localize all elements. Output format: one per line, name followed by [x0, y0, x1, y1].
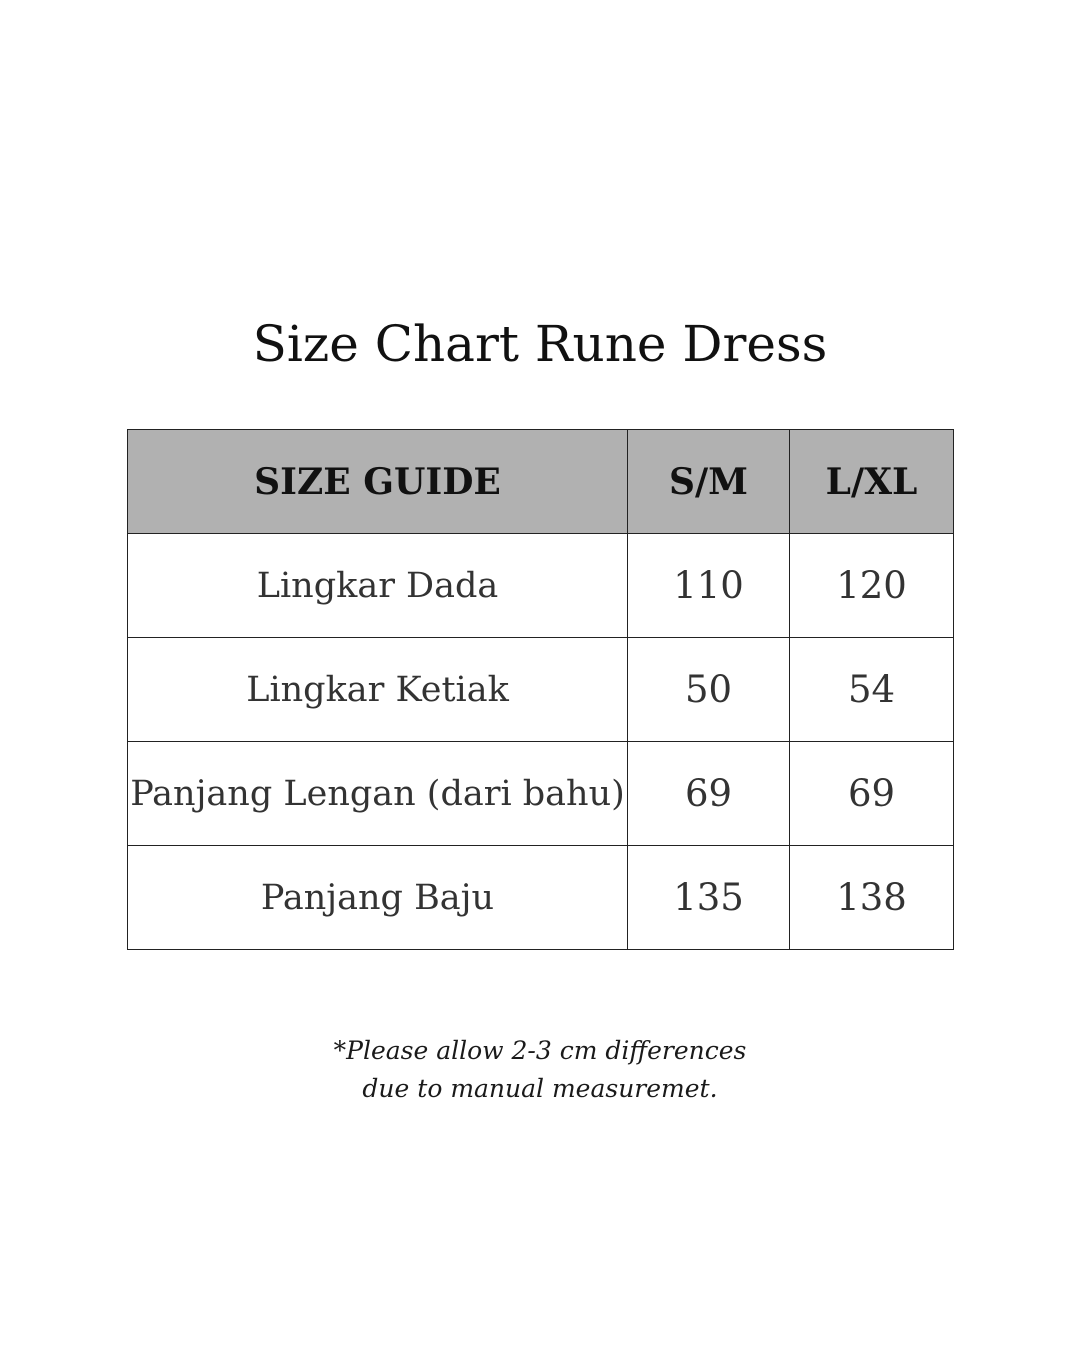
cell-lxl-value: 69: [790, 742, 954, 846]
header-size-sm: S/M: [628, 430, 790, 534]
table-header-row: [128, 430, 954, 534]
cell-sm-value: 110: [628, 534, 790, 638]
row-label: Panjang Lengan (dari bahu): [128, 742, 628, 846]
table-row: [128, 846, 954, 950]
cell-lxl-value: 120: [790, 534, 954, 638]
measurement-note: [0, 1032, 1080, 1108]
cell-sm-value: 135: [628, 846, 790, 950]
cell-sm-value: 50: [628, 638, 790, 742]
row-label: Panjang Baju: [128, 846, 628, 950]
header-size-lxl: L/XL: [790, 430, 954, 534]
table-row: [128, 534, 954, 638]
cell-lxl-value: 54: [790, 638, 954, 742]
table-row: [128, 638, 954, 742]
row-label: Lingkar Ketiak: [128, 638, 628, 742]
cell-lxl-value: 138: [790, 846, 954, 950]
size-chart-table: [127, 429, 954, 950]
header-size-guide: SIZE GUIDE: [128, 430, 628, 534]
note-line-2: due to manual measuremet.: [362, 1074, 718, 1103]
row-label: Lingkar Dada: [128, 534, 628, 638]
page-title: Size Chart Rune Dress: [252, 315, 828, 373]
note-line-1: *Please allow 2-3 cm differences: [333, 1036, 747, 1065]
cell-sm-value: 69: [628, 742, 790, 846]
table-row: [128, 742, 954, 846]
